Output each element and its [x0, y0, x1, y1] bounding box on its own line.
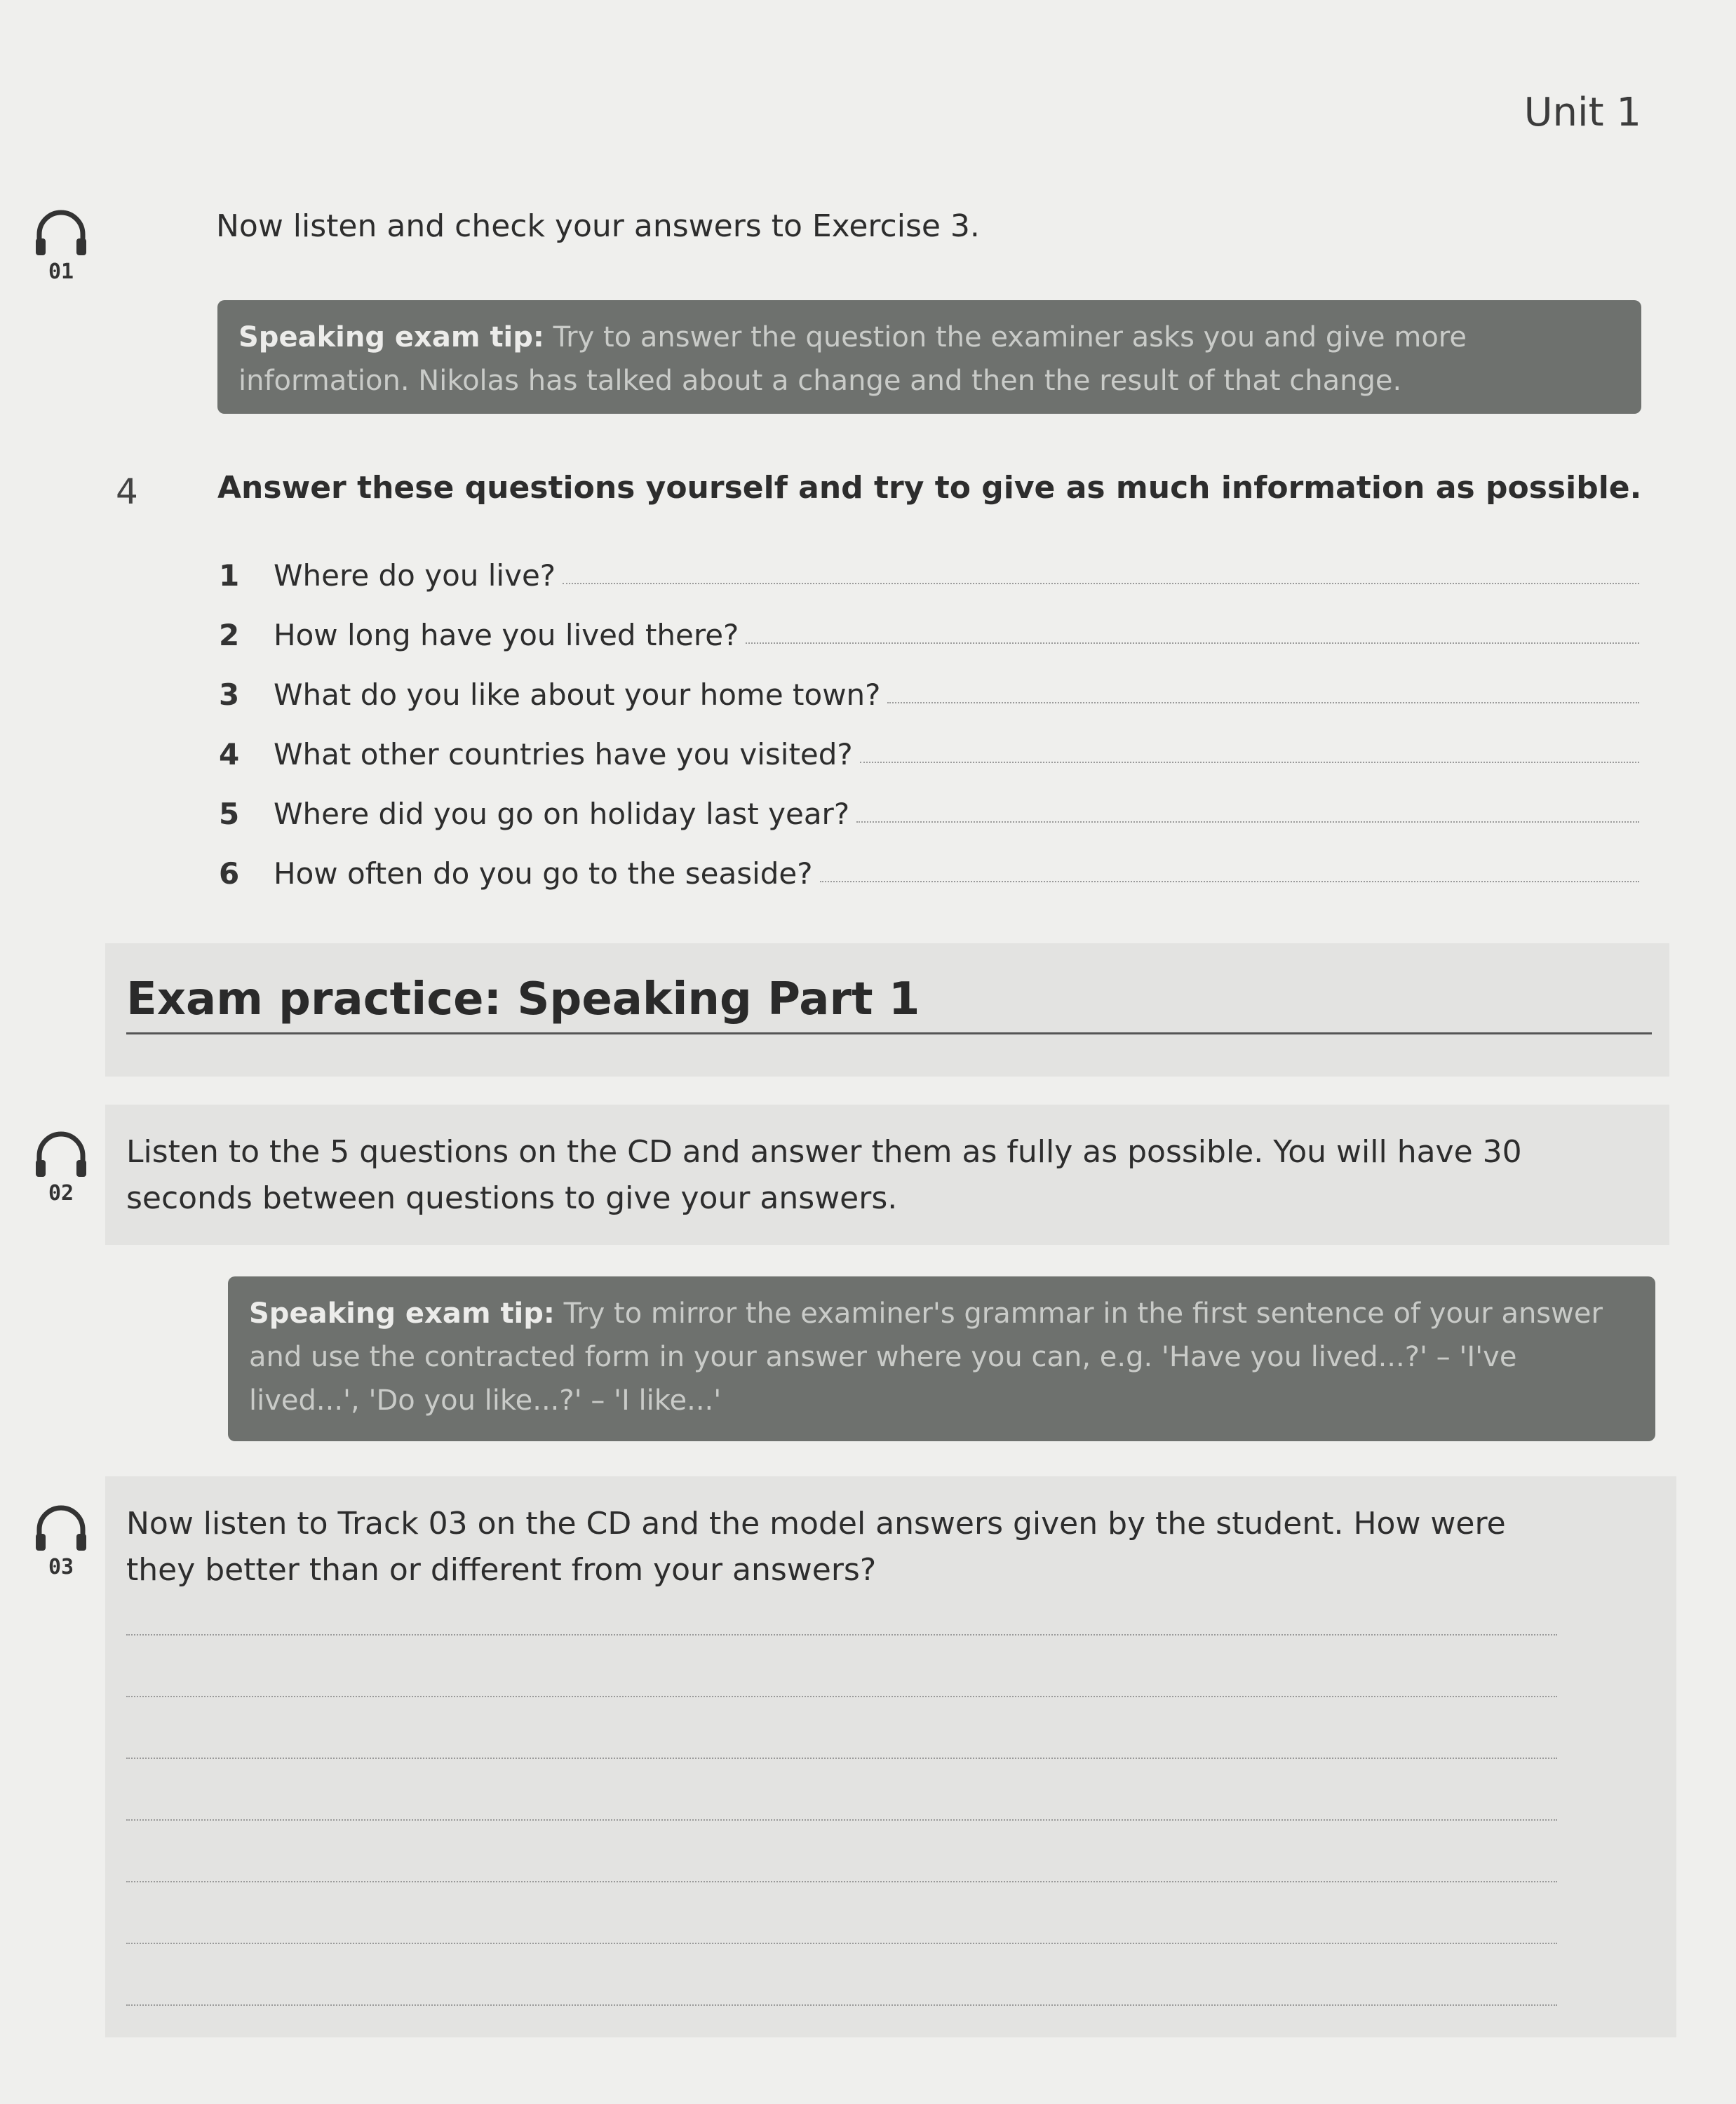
unit-label: Unit 1	[1523, 90, 1641, 135]
writing-line[interactable]	[126, 1881, 1557, 1882]
tip-text: Try to answer the question the examiner asks you and give more information. Nikolas has talked about a change and then the result of that change.	[238, 321, 1467, 397]
section-title: Exam practice: Speaking Part 1	[126, 973, 920, 1025]
question-text: How often do you go to the seaside?	[274, 856, 813, 891]
question-row	[219, 712, 1639, 771]
answer-line[interactable]	[820, 881, 1639, 882]
answer-line[interactable]	[856, 821, 1639, 823]
question-row	[219, 771, 1639, 831]
answer-line[interactable]	[563, 583, 1639, 584]
writing-line[interactable]	[126, 1758, 1557, 1759]
tip-text: Try to mirror the examiner's grammar in the first sentence of your answer and use the contracted form in your answer where you can, e.g. 'Have you lived...?' – 'I've lived...', 'Do you like...?' – 'I like...'	[249, 1297, 1603, 1417]
tip-label: Speaking exam tip:	[249, 1297, 555, 1330]
track-number: 02	[48, 1181, 74, 1206]
track-number: 03	[48, 1555, 74, 1579]
question-row	[219, 533, 1639, 593]
writing-line[interactable]	[126, 1819, 1557, 1821]
speaking-exam-tip	[217, 300, 1641, 414]
listen-instruction: Now listen to Track 03 on the CD and the model answers given by the student. How were they better than or different from your answers?	[126, 1506, 1506, 1588]
question-list	[219, 533, 1639, 891]
headphones-icon	[34, 209, 88, 286]
question-text: Where did you go on holiday last year?	[274, 797, 850, 831]
writing-line[interactable]	[126, 1696, 1557, 1697]
question-text: What other countries have you visited?	[274, 737, 853, 771]
writing-line[interactable]	[126, 1634, 1557, 1636]
exercise-title: Answer these questions yourself and try to give as much information as possible.	[217, 470, 1642, 506]
question-number: 1	[219, 558, 240, 593]
question-row	[219, 652, 1639, 712]
tip-label: Speaking exam tip:	[238, 321, 544, 353]
question-text: How long have you lived there?	[274, 618, 739, 652]
answer-line[interactable]	[746, 642, 1639, 644]
question-text: Where do you live?	[274, 558, 556, 593]
headphones-icon	[34, 1131, 88, 1208]
listen-instruction: Listen to the 5 questions on the CD and answer them as fully as possible. You will have 30 seconds between questions to give your answers.	[126, 1134, 1522, 1216]
question-number: 5	[219, 797, 240, 831]
exercise-number: 4	[116, 471, 138, 512]
answer-line[interactable]	[860, 762, 1639, 763]
question-number: 3	[219, 677, 240, 712]
question-number: 2	[219, 618, 240, 652]
headphones-icon	[34, 1504, 88, 1582]
question-number: 6	[219, 856, 240, 891]
question-number: 4	[219, 737, 240, 771]
writing-line[interactable]	[126, 1943, 1557, 1944]
track-number: 01	[48, 259, 74, 284]
writing-line[interactable]	[126, 2004, 1557, 2006]
listen-instruction: Now listen and check your answers to Exercise 3.	[216, 208, 980, 244]
section-divider	[126, 1032, 1652, 1034]
question-row	[219, 831, 1639, 891]
answer-line[interactable]	[887, 702, 1639, 703]
question-row	[219, 593, 1639, 652]
question-text: What do you like about your home town?	[274, 677, 881, 712]
speaking-exam-tip	[228, 1276, 1655, 1441]
